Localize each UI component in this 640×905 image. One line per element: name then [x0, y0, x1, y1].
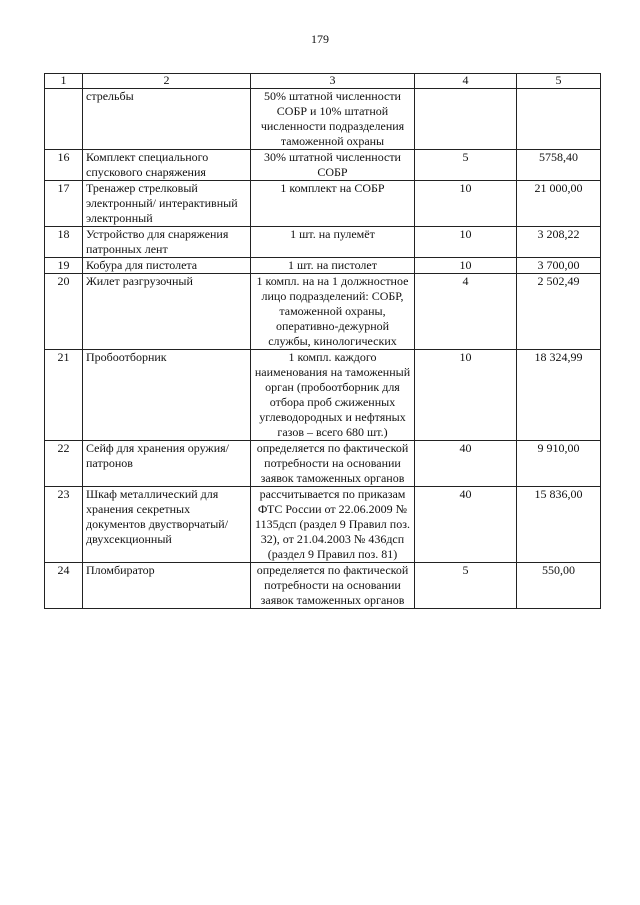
item-norm: 1 шт. на пулемёт — [251, 227, 415, 258]
item-price — [517, 89, 601, 150]
item-price: 3 208,22 — [517, 227, 601, 258]
item-name: Пробоотборник — [83, 350, 251, 441]
table-row — [45, 150, 601, 181]
item-name: Шкаф металлический для хранения секретных документов двустворчатый/ двухсекционный — [83, 487, 251, 563]
item-name: Кобура для пистолета — [83, 258, 251, 274]
item-price: 18 324,99 — [517, 350, 601, 441]
item-term: 5 — [415, 563, 517, 609]
row-number: 22 — [45, 441, 83, 487]
item-term: 40 — [415, 487, 517, 563]
row-number: 16 — [45, 150, 83, 181]
table-row — [45, 441, 601, 487]
item-term: 4 — [415, 274, 517, 350]
page-number: 179 — [311, 32, 329, 46]
item-term: 40 — [415, 441, 517, 487]
row-number: 21 — [45, 350, 83, 441]
item-term: 5 — [415, 150, 517, 181]
item-price: 9 910,00 — [517, 441, 601, 487]
table-row — [45, 274, 601, 350]
item-name: Пломбиратор — [83, 563, 251, 609]
row-number: 23 — [45, 487, 83, 563]
item-norm: 1 комплект на СОБР — [251, 181, 415, 227]
item-price: 550,00 — [517, 563, 601, 609]
item-name: стрельбы — [83, 89, 251, 150]
item-name: Тренажер стрелковый электронный/ интерактивный электронный — [83, 181, 251, 227]
table-row — [45, 227, 601, 258]
equipment-norms-table — [44, 73, 601, 609]
row-number: 20 — [45, 274, 83, 350]
header-cell-1: 1 — [45, 74, 83, 89]
row-number: 24 — [45, 563, 83, 609]
row-number: 18 — [45, 227, 83, 258]
item-norm: 1 компл. на на 1 должностное лицо подразделений: СОБР, таможенной охраны, оперативно-дежурной службы, кинологических — [251, 274, 415, 350]
item-norm: 1 шт. на пистолет — [251, 258, 415, 274]
item-price: 21 000,00 — [517, 181, 601, 227]
item-term: 10 — [415, 227, 517, 258]
item-norm: 1 компл. каждого наименования на таможенный орган (пробоотборник для отбора проб сжиженных углеводородных и нефтяных газов – всего 680 шт.) — [251, 350, 415, 441]
table-row — [45, 258, 601, 274]
table-row — [45, 89, 601, 150]
item-term: 10 — [415, 181, 517, 227]
item-price: 15 836,00 — [517, 487, 601, 563]
item-name: Устройство для снаряжения патронных лент — [83, 227, 251, 258]
header-cell-5: 5 — [517, 74, 601, 89]
table-header-row — [45, 74, 601, 89]
item-name: Сейф для хранения оружия/ патронов — [83, 441, 251, 487]
table-row — [45, 181, 601, 227]
item-name: Жилет разгрузочный — [83, 274, 251, 350]
item-norm: 30% штатной численности СОБР — [251, 150, 415, 181]
row-number — [45, 89, 83, 150]
row-number: 19 — [45, 258, 83, 274]
item-norm: определяется по фактической потребности на основании заявок таможенных органов — [251, 441, 415, 487]
header-cell-2: 2 — [83, 74, 251, 89]
item-price: 3 700,00 — [517, 258, 601, 274]
item-norm: 50% штатной численности СОБР и 10% штатной численности подразделения таможенной охраны — [251, 89, 415, 150]
item-price: 5758,40 — [517, 150, 601, 181]
header-cell-4: 4 — [415, 74, 517, 89]
item-name: Комплект специального спускового снаряжения — [83, 150, 251, 181]
item-term: 10 — [415, 258, 517, 274]
item-norm: определяется по фактической потребности на основании заявок таможенных органов — [251, 563, 415, 609]
table-row — [45, 350, 601, 441]
table-row — [45, 487, 601, 563]
table-row — [45, 563, 601, 609]
item-price: 2 502,49 — [517, 274, 601, 350]
item-term: 10 — [415, 350, 517, 441]
item-norm: рассчитывается по приказам ФТС России от 22.06.2009 № 1135дсп (раздел 9 Правил поз. 32), от 21.04.2003 № 436дсп (раздел 9 Правил поз. 81) — [251, 487, 415, 563]
header-cell-3: 3 — [251, 74, 415, 89]
item-term — [415, 89, 517, 150]
row-number: 17 — [45, 181, 83, 227]
